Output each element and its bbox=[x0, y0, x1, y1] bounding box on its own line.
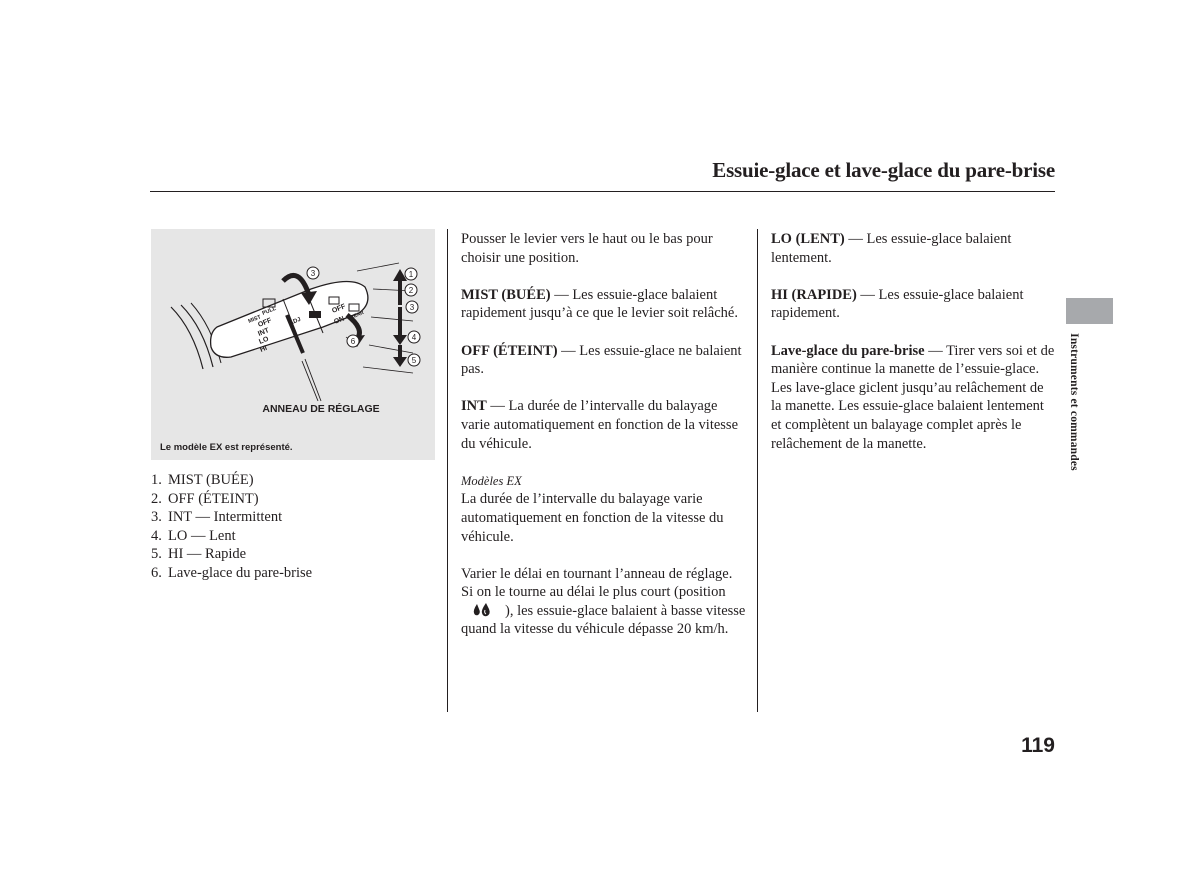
raindrops-icon bbox=[461, 602, 505, 618]
title-rule bbox=[150, 191, 1055, 192]
list-number: 2. bbox=[151, 490, 162, 507]
list-text: LO — Lent bbox=[168, 527, 236, 544]
lever-label-rear-off: OFF bbox=[331, 303, 347, 315]
list-item bbox=[151, 527, 441, 546]
int-text: — La durée de l’intervalle du balayage varie automatiquement en fonction de la vitesse du véhicule. bbox=[461, 398, 739, 452]
hi-term: HI (RAPIDE) bbox=[771, 286, 857, 303]
lever-label-int: INT bbox=[257, 327, 271, 338]
int-paragraph bbox=[461, 397, 746, 453]
adjust-text-post: ), les essuie-glace balaient à basse vitesse quand la vitesse du véhicule dépasse 20 km/h. bbox=[461, 602, 746, 638]
lever-label-pull: PULL bbox=[261, 305, 278, 317]
column-middle bbox=[461, 230, 746, 658]
list-text: MIST (BUÉE) bbox=[168, 472, 254, 488]
adjust-text-pre: Varier le délai en tournant l’anneau de réglage. Si on le tourne au délai le plus court (position bbox=[461, 565, 733, 601]
washer-term: Lave-glace du pare-brise bbox=[771, 342, 925, 359]
callout-5: 5 bbox=[411, 356, 417, 365]
off-term: OFF (ÉTEINT) bbox=[461, 342, 558, 359]
callout-1: 1 bbox=[408, 270, 414, 279]
column-divider bbox=[757, 229, 758, 712]
off-paragraph bbox=[461, 342, 746, 379]
column-right bbox=[771, 230, 1056, 472]
lever-label-adj: ADJ bbox=[288, 316, 302, 327]
lo-paragraph bbox=[771, 230, 1056, 267]
mist-text: — Les essuie-glace balaient rapidement jusqu’à ce que le levier soit relâché. bbox=[461, 286, 738, 322]
int-term: INT bbox=[461, 398, 487, 415]
callout-6: 6 bbox=[350, 337, 356, 346]
wiper-lever-figure bbox=[151, 229, 435, 460]
washer-paragraph bbox=[771, 342, 1056, 454]
lo-term: LO (LENT) bbox=[771, 231, 845, 247]
list-text: INT — Intermittent bbox=[168, 509, 283, 526]
mist-term: MIST (BUÉE) bbox=[461, 286, 551, 303]
adjust-paragraph bbox=[461, 565, 746, 639]
figure-label: ANNEAU DE RÉGLAGE bbox=[262, 403, 380, 415]
page-number: 119 bbox=[1021, 734, 1055, 757]
lever-label-off: OFF bbox=[257, 317, 273, 329]
section-tab bbox=[1066, 298, 1113, 324]
callout-3-top: 3 bbox=[310, 269, 316, 278]
list-item bbox=[151, 545, 441, 564]
list-number: 4. bbox=[151, 527, 162, 544]
lever-label-rear: REAR bbox=[349, 309, 365, 321]
list-item bbox=[151, 490, 441, 509]
list-number: 6. bbox=[151, 564, 162, 581]
wiper-lever-illustration bbox=[151, 229, 435, 460]
models-paragraph: La durée de l’intervalle du balayage varie automatiquement en fonction de la vitesse du véhicule. bbox=[461, 491, 724, 545]
hi-paragraph bbox=[771, 286, 1056, 323]
list-item bbox=[151, 471, 441, 490]
section-tab-label bbox=[1066, 329, 1082, 479]
list-text: Lave-glace du pare-brise bbox=[168, 564, 313, 581]
callout-4: 4 bbox=[411, 333, 417, 342]
lever-label-lo: LO bbox=[258, 335, 270, 346]
callout-3: 3 bbox=[409, 303, 415, 312]
list-item bbox=[151, 508, 441, 527]
lever-label-mist: MIST bbox=[247, 314, 262, 325]
models-label: Modèles EX bbox=[461, 473, 522, 488]
column-divider bbox=[447, 229, 448, 712]
list-number: 3. bbox=[151, 509, 162, 526]
lever-label-rear-on: ON bbox=[333, 315, 346, 326]
mist-paragraph bbox=[461, 286, 746, 323]
page-title: Essuie-glace et lave-glace du pare-brise bbox=[712, 158, 1055, 182]
lo-text: — Les essuie-glace balaient lentement. bbox=[771, 231, 1012, 266]
intro-paragraph: Pousser le levier vers le haut ou le bas pour choisir une position. bbox=[461, 231, 713, 266]
list-item bbox=[151, 564, 441, 583]
position-list bbox=[151, 471, 441, 583]
section-tab-text: Instruments et commandes bbox=[1068, 333, 1080, 471]
washer-text: — Tirer vers soi et de manière continue la manette de l’essuie-glace. Les lave-glace giclent jusqu’au relâchement de la manette. Les essuie-glace balaient lentement et complètent un balayage complet après le relâchement de la manette. bbox=[771, 342, 1055, 452]
list-text: HI — Rapide bbox=[168, 546, 247, 563]
off-text: — Les essuie-glace ne balaient pas. bbox=[461, 342, 742, 378]
list-number: 1. bbox=[151, 472, 162, 488]
callout-2: 2 bbox=[408, 286, 414, 295]
hi-text: — Les essuie-glace balaient rapidement. bbox=[771, 286, 1024, 322]
list-number: 5. bbox=[151, 546, 162, 563]
figure-caption: Le modèle EX est représenté. bbox=[160, 442, 293, 453]
list-text: OFF (ÉTEINT) bbox=[168, 490, 259, 507]
lever-label-hi: HI bbox=[259, 344, 269, 354]
raindrops-icon-glyph bbox=[472, 602, 494, 618]
